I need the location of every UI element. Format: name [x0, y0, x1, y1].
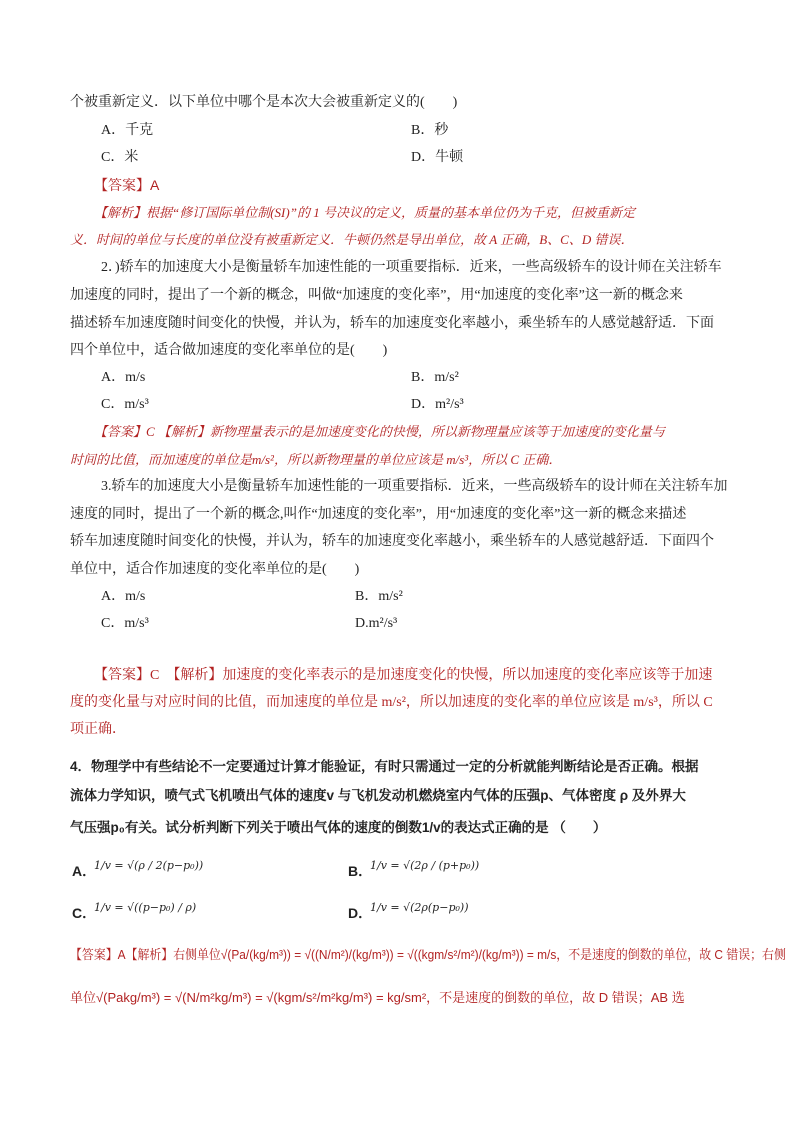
q1-option-a: A．千克 [101, 123, 154, 138]
q3-option-d: D.m²/s³ [355, 616, 398, 631]
q3-analysis-line-2: 度的变化量与对应时间的比值，而加速度的单位是 m/s²，所以加速度的变化率的单位应该是 m/s³，所以 C [70, 695, 713, 710]
q2-option-c: C．m/s³ [101, 397, 149, 412]
q4-option-d-label: D． [348, 905, 373, 921]
q4-answer-line-1: 【答案】A【解析】右侧单位√(Pa/(kg/m³)) = √((N/m²)/(kg/m³)) = √((kgm/s²/m²)/(kg/m³)) = m/s，不是速度的倒数的单位，故 C 错误；右侧 [70, 947, 786, 962]
q2-option-a: A．m/s [101, 370, 146, 385]
q3-analysis-line-1: 【答案】C 【解析】加速度的变化率表示的是加速度变化的快慢，所以加速度的变化率应该等于加速 [94, 668, 713, 683]
q4-option-a-formula: 1/v = √(ρ / 2(p−p₀)) [94, 859, 204, 872]
q3-option-a: A．m/s [101, 589, 146, 604]
q3-stem-line-4: 单位中，适合作加速度的变化率单位的是( ) [70, 562, 360, 577]
q2-analysis-line-2: 时间的比值，而加速度的单位是m/s²，所以新物理量的单位应该是 m/s³，所以 C 正确． [70, 452, 562, 467]
q4-stem-line-3: 气压强p₀有关。试分析判断下列关于喷出气体的速度的倒数1/v的表达式正确的是 （ ） [70, 820, 607, 835]
q4-option-d-formula: 1/v = √(2ρ(p−p₀)) [370, 901, 469, 914]
q1-answer: 【答案】A [94, 177, 160, 193]
q4-option-b-formula: 1/v = √(2ρ / (p+p₀)) [370, 859, 480, 872]
q4-stem-line-2: 流体力学知识，喷气式飞机喷出气体的速度v 与飞机发动机燃烧室内气体的压强p、气体密度 ρ 及外界大 [70, 788, 686, 803]
q2-analysis-line-1: 【答案】C 【解析】新物理量表示的是加速度变化的快慢，所以新物理量应该等于加速度的变化量与 [94, 424, 665, 439]
q1-option-b: B．秒 [411, 123, 449, 138]
q2-stem-line-3: 描述轿车加速度随时间变化的快慢，并认为，轿车的加速度变化率越小，乘坐轿车的人感觉越舒适．下面 [70, 316, 714, 331]
q4-stem-line-1: 4．物理学中有些结论不一定要通过计算才能验证，有时只需通过一定的分析就能判断结论是否正确。根据 [70, 759, 699, 774]
q2-option-b: B．m/s² [411, 370, 459, 385]
q1-option-c: C．米 [101, 150, 139, 165]
q4-option-a-label: A． [72, 863, 97, 879]
q3-analysis-line-3: 项正确． [70, 722, 126, 737]
q1-option-d: D．牛顿 [411, 150, 464, 165]
q3-option-b: B．m/s² [355, 589, 403, 604]
q3-option-c: C．m/s³ [101, 616, 149, 631]
q3-stem-line-3: 轿车加速度随时间变化的快慢，并认为，轿车的加速度变化率越小，乘坐轿车的人感觉越舒适．下面四个 [70, 534, 714, 549]
q1-stem-tail: 个被重新定义．以下单位中哪个是本次大会被重新定义的( ) [70, 95, 458, 110]
q2-option-d: D．m²/s³ [411, 397, 464, 412]
q2-stem-line-1: 2．)轿车的加速度大小是衡量轿车加速性能的一项重要指标．近来，一些高级轿车的设计师在关注轿车 [101, 260, 722, 275]
q3-stem-line-2: 速度的同时，提出了一个新的概念,叫作“加速度的变化率”，用“加速度的变化率”这一新的概念来描述 [70, 507, 687, 522]
q4-option-c-formula: 1/v = √((p−p₀) / ρ) [94, 901, 197, 914]
q4-option-c-label: C． [72, 905, 97, 921]
q2-stem-line-4: 四个单位中，适合做加速度的变化率单位的是( ) [70, 343, 388, 358]
q1-analysis-line-1: 【解析】根据“修订国际单位制(SI)”的 1 号决议的定义，质量的基本单位仍为千克，但被重新定 [94, 205, 635, 220]
q2-stem-line-2: 加速度的同时，提出了一个新的概念，叫做“加速度的变化率”，用“加速度的变化率”这一新的概念来 [70, 288, 683, 303]
q3-stem-line-1: 3.轿车的加速度大小是衡量轿车加速性能的一项重要指标．近来，一些高级轿车的设计师在关注轿车加 [101, 479, 728, 494]
q4-option-b-label: B． [348, 863, 373, 879]
q1-analysis-line-2: 义．时间的单位与长度的单位没有被重新定义．牛顿仍然是导出单位，故 A 正确，B、C、D 错误． [70, 232, 634, 247]
q4-answer-line-2: 单位√(Pakg/m³) = √(N/m²kg/m³) = √(kgm/s²/m²kg/m³) = kg/sm²，不是速度的倒数的单位，故 D 错误；AB 选 [70, 990, 685, 1005]
